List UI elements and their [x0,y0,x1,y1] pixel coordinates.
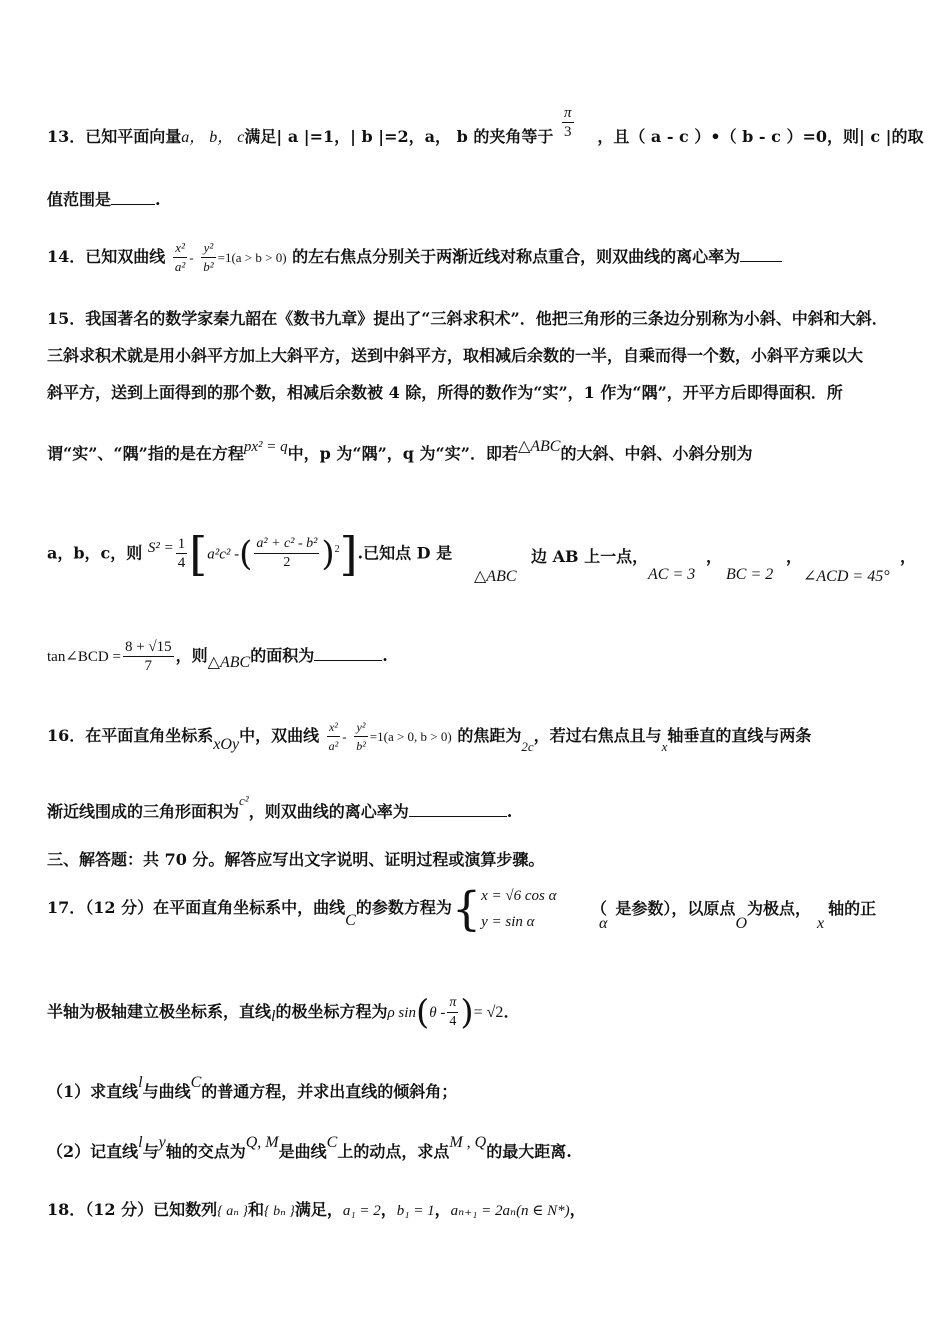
q13-text-c: a， b 的夹角等于 [424,127,554,146]
q15-line4-a: 谓“实”、“隅”指的是在方程 [47,444,244,463]
q15-comma3: ， [900,547,917,566]
q17-alpha-group [591,896,877,932]
q17-part2-d: 是曲线 [278,1142,327,1161]
q16-text-c: 的焦距为 [457,726,522,745]
q17-part2-QM: Q, M [245,1134,279,1151]
q15-line3-text: 斜平方，送到上面得到的那个数，相减后余数被 4 除，所得的数作为“实”，1 作为“隅”，开平方后即得面积．所 [47,383,843,402]
q14-y-den: b² [203,259,214,274]
q17-line2: 半轴为极轴建立极坐标系，直线l的极坐标方程为ρ sin(θ - $\frac{\pi}{4}$ )= √2． [47,992,520,1033]
q15-answer-blank[interactable] [314,646,382,661]
q15-line5-b: .已知点 D 是 [357,543,453,563]
q15-tan-num: 8 + √15 [124,639,172,655]
q13-frac-num: π [564,105,572,121]
q16-x: x [661,739,668,754]
q13-text-d: ，且（ a - c ）•（ b - c ）=0，则| c |的取 [597,127,924,146]
q15-line6-a: ，则 [175,646,208,665]
q17-part2-a: （2）记直线 [47,1142,139,1161]
q17-part2-C: C [326,1134,338,1151]
q15-line5-S: S² = [147,540,174,557]
q18-points: （12 分） [85,1200,154,1219]
q16-2c: 2c [521,739,534,754]
section3-heading: 三、解答题：共 70 分。解答应写出文字说明、证明过程或演算步骤。 [47,850,545,869]
q15-line4-b: 中，p 为“隅”，q 为“实”．即若 [287,444,518,463]
q14-frac-y [201,239,215,276]
q15-line2-text: 三斜求积术就是用小斜平方加上大斜平方，送到中斜平方，取相减后余数的一半，自乘而得一个数，小斜平方乘以大 [47,346,864,365]
q17-part2 [47,1134,910,1163]
q15-line1 [47,309,910,329]
q15-inner-den: 2 [283,555,291,571]
q14-y-num: y² [201,239,215,258]
q13-line2-text: 值范围是 [47,190,112,209]
q15-tan-den: 7 [144,658,153,674]
q17-C: C [345,912,356,929]
q16-y-den: b² [356,739,366,753]
q16-x-num: x² [327,718,341,737]
q14-number: 14． [47,247,86,266]
q17-polar-rho: ρ sin [387,1005,416,1021]
q14-text-a: 已知双曲线 [85,247,166,266]
q15-line4-tri: △ABC [517,438,561,455]
q18-seq-b: { bₙ } [264,1204,295,1219]
q14-frac-x [173,239,187,276]
q18-text-a: 已知数列 [153,1200,218,1219]
q14-eq-tail: =1(a > b > 0) [217,250,287,265]
q15-tan: tan∠BCD = [47,649,121,665]
q18-line: 18．（12 分）已知数列{ aₙ }和{ bₙ }满足，a₁ = 2，b₁ = 1，aₙ₊₁ = 2aₙ(n ∈ N*)， [47,1200,586,1219]
q17-polar-rhs: = √2 [473,1004,504,1021]
q15-comma1: ， [706,547,723,566]
q16-c2: c² [239,793,249,808]
q17-text-d: 为极点， [747,899,812,918]
q17-line2-b: 的极坐标方程为 [275,1002,388,1021]
q13-line2: 值范围是 . [47,190,161,209]
q14-x-num: x² [173,239,187,258]
q17-text-b: 的参数方程为 [355,898,452,917]
q15-line5-a: a，b，c，则 [47,543,143,563]
q17-points: （12 分） [85,898,154,917]
q14-answer-blank[interactable] [740,247,782,262]
q14-x-den: a² [174,259,186,274]
q18-a1: a₁ = 2 [342,1203,381,1219]
q15-number: 15． [47,309,86,328]
q15-ac: AC = 3 [648,566,696,583]
q15-frac-den: 4 [177,555,186,572]
q17-x: x [817,915,825,932]
q16-x-den: a² [328,739,339,753]
q17-part1-b: 与曲线 [142,1082,191,1101]
q17-part2-MQ: M , Q [449,1134,487,1151]
q15-frac-num: 1 [177,536,186,553]
q17-part1-a: （1）求直线 [47,1082,139,1101]
q17-polar-num: π [447,994,458,1013]
q17-part1-c: 的普通方程，并求出直线的倾斜角； [201,1082,458,1101]
q18-text-b: 和 [248,1200,265,1219]
q17-part2-l: l [138,1134,143,1151]
q16-text-a: 在平面直角坐标系 [85,726,214,745]
q17-O: O [735,915,747,932]
q17-text-c: 是参数），以原点 [615,899,736,918]
q16-eq-tail: =1(a > 0, b > 0) [369,729,452,744]
q17-number: 17． [47,898,86,917]
q15-line6: tan∠BCD = $\frac{8 + √15}{7}$ ，则△ABC的面积为 . [47,639,388,674]
q16-text-d: ，若过右焦点且与 [533,726,662,745]
q15-line4 [47,438,910,465]
q17-period: ． [503,1002,520,1021]
q15-line1-text: 我国著名的数学家秦九韶在《数书九章》提出了“三斜求积术”．他把三角形的三条边分别称为小斜、中斜和大斜． [85,309,888,328]
q16-xoy: xOy [213,736,240,753]
q17-part1 [47,1074,910,1103]
q14-text-b: 的左右焦点分别关于两渐近线对称点重合，则双曲线的离心率为 [292,247,741,266]
q17-sys1: x = √6 cos α [481,887,557,904]
q17-part2-f: 的最大距离. [486,1142,572,1161]
q18-seq-a: { aₙ } [217,1204,249,1219]
q17-part1-l: l [138,1074,143,1091]
q16-line2-a: 渐近线围成的三角形面积为 [47,802,240,821]
q16-line1: 16．在平面直角坐标系xOy中，双曲线 $\frac{\text{x²}}{\text{a²}}$ - $\frac{\text{y²}}{\text{b²}}$ =1(a > 0, b > 0) 的焦距为$_{2c}$，若过右焦点且与$_x$轴垂直的直线与两条 [47,720,812,754]
q17-part2-c: 轴的交点为 [165,1142,246,1161]
q16-text-e: 轴垂直的直线与两条 [667,726,812,745]
q17-part1-C: C [190,1074,202,1091]
q17-sys2: y = sin α [481,913,535,930]
q15-line4-eq: px² = q [243,439,288,455]
q15-line4-c: 的大斜、中斜、小斜分别为 [560,444,753,463]
q17-line2-a: 半轴为极轴建立极坐标系，直线 [47,1002,272,1021]
q18-cond: (n ∈ N*) [516,1203,570,1219]
q15-line3 [47,383,910,403]
q17-part2-b: 与 [142,1142,159,1161]
q17-text-a: 在平面直角坐标系中，曲线 [153,898,346,917]
q17-polar-den: 4 [449,1014,457,1029]
q16-number: 16． [47,726,86,745]
q13-frac-den: 3 [564,124,572,140]
q13-line1 [47,127,924,148]
q17-text-e: 轴的正 [828,899,877,918]
q13-text-b: 满足 [244,127,277,146]
q16-y-num: y² [354,718,368,737]
q13-number: 13． [47,127,86,146]
q17-part2-e: 上的动点，求点 [337,1142,450,1161]
q16-line2: 渐近线围成的三角形面积为$^{c^2}$，则双曲线的离心率为 . [47,793,513,821]
q15-angle: ∠ACD = 45° [803,568,890,585]
q13-answer-blank[interactable] [111,190,155,205]
q17-alpha: α [599,915,608,932]
q13-vars: a， b， c [181,129,245,146]
q18-number: 18． [47,1200,86,1219]
q18-text-c: 满足， [294,1200,343,1219]
q14-line: 14．已知双曲线 $\frac{\text{x²}}{\text{a²}}$ - $\frac{\text{y²}}{\text{b²}}$ =1(a > b > 0) 的左右焦点分别关于两渐近线对称点重合，则双曲线的离心率为 [47,238,910,277]
q17-alpha-open: （ [591,899,608,918]
q15-inner-num: a² + c² - b² [254,535,319,554]
q17-l: l [271,1008,276,1025]
q15-inner: a²c² - [207,546,240,563]
q17-line1: 17．（12 分）在平面直角坐标系中，曲线C的参数方程为{ x = √6 cos α y = sin α [47,881,557,936]
q16-answer-blank[interactable] [409,802,507,817]
q18-b1: b₁ = 1 [396,1203,435,1219]
q17-part2-y: y [158,1134,166,1151]
q18-rec: aₙ₊₁ = 2aₙ [450,1203,517,1219]
q16-text-b: 中，双曲线 [239,726,320,745]
q15-line5-c: 边 AB 上一点， [531,547,649,566]
q15-line2 [47,346,910,366]
q13-text-a: 已知平面向量 [85,127,182,146]
q15-line5-tri: △ABC [474,568,517,585]
q15-line6-tri: △ABC [207,654,251,671]
q15-line6-b: 的面积为 [250,646,315,665]
q17-polar-theta: θ - [429,1005,446,1021]
q15-line5: a，b，c，则 S² = $\frac{1}{4}$ [a²c² -( $\frac{\text{a² + c² - b²}}{2}$ )$^2$].已知点 D 是 [47,526,453,581]
q13-cond1: | a |=1，| b |=2， [276,127,425,146]
q15-bc: BC = 2 [726,566,774,583]
q16-line2-b: ，则双曲线的离心率为 [248,802,409,821]
q15-comma2: ， [786,547,803,566]
q18-tail: ， [569,1200,586,1219]
